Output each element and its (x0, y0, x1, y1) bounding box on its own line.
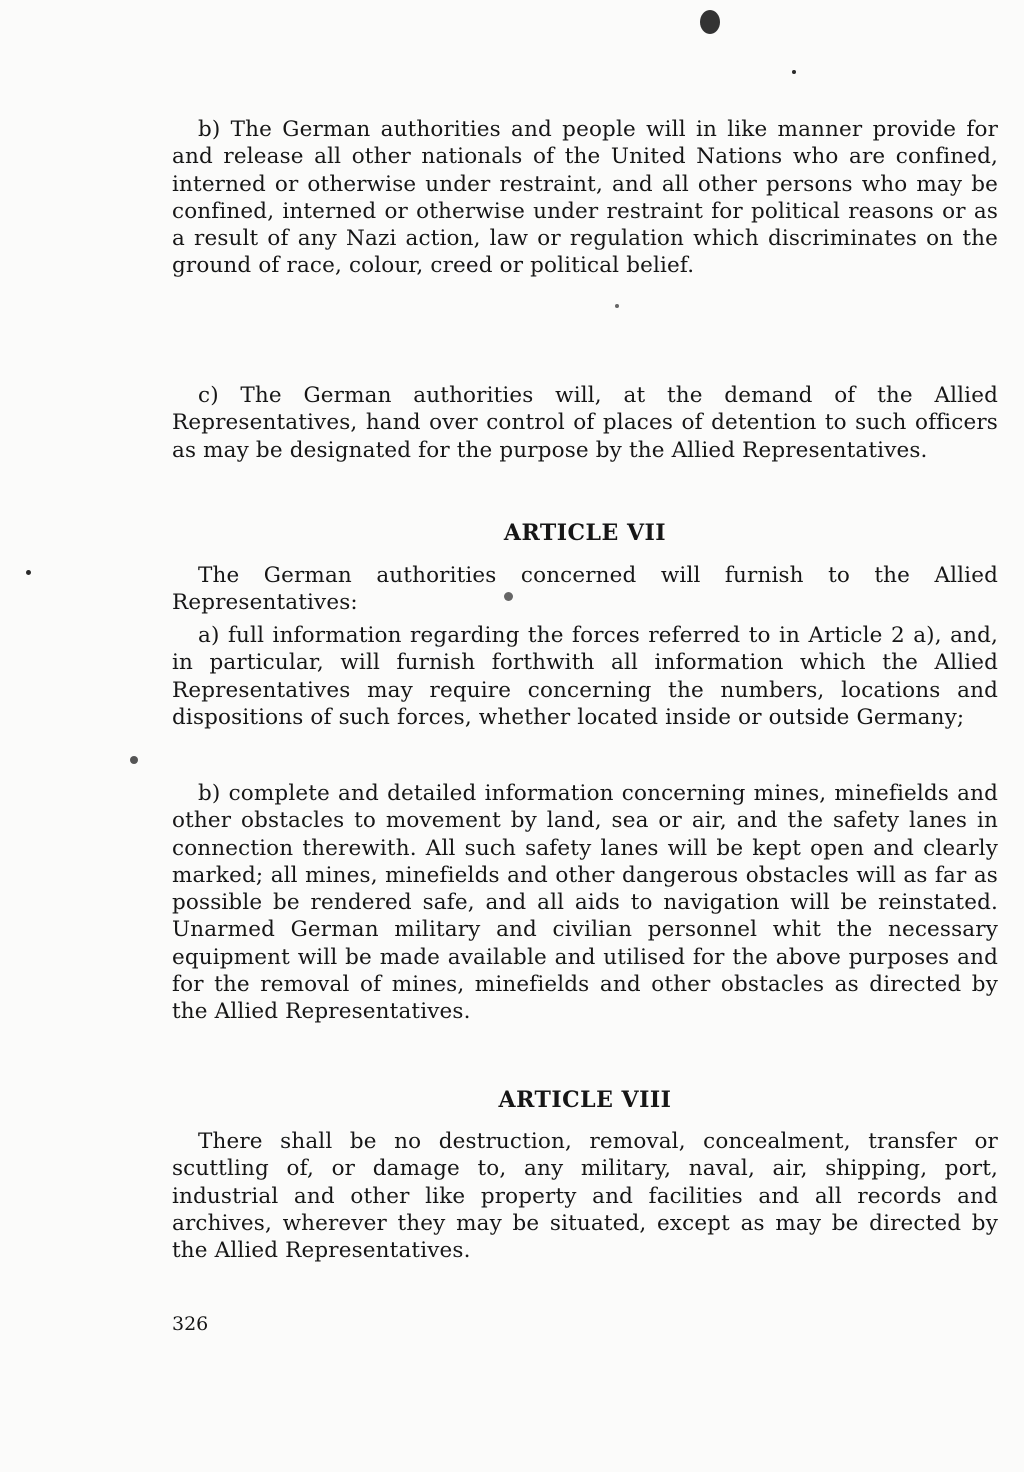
article-vii-paragraph-b: b) complete and detailed information concerning mines, minefields and other obstacles to movement by land, sea or air, and the safety lanes in connection therewith. All such safety lanes will be kept open and clearly marked; all mines, minefields and other dangerous obstacles will as far as possible be rendered safe, and all aids to navigation will be reinstated. Unarmed German military and civilian personnel whit the necessary equipment will be made available and utilised for the above purposes and for the removal of mines, minefields and other obstacles as directed by the Allied Representatives. (172, 781, 998, 1025)
article-vii-heading: ARTICLE VII (503, 520, 667, 546)
page-number: 326 (172, 1313, 209, 1335)
paragraph-c-detention-control: c) The German authorities will, at the demand of the Allied Representatives, hand over control of places of detention to such officers as may be designated for the purpose by the Allied Representatives. (172, 383, 998, 463)
paragraph-b-release-nationals: b) The German authorities and people will in like manner provide for and release all other nationals of the United Nations who are confined, interned or otherwise under restraint, and all other persons who may be confined, interned or otherwise under restraint for political reasons or as a result of any Nazi action, law or regulation which discriminates on the ground of race, colour, creed or political belief. (172, 117, 998, 279)
ink-speck (615, 304, 619, 308)
article-viii-heading: ARTICLE VIII (498, 1087, 672, 1113)
ink-blot (700, 10, 720, 34)
ink-speck (792, 70, 796, 74)
article-vii-paragraph-a: a) full information regarding the forces referred to in Article 2 a), and, in particular, will furnish forthwith all information which the Allied Representatives may require concerning the numbers, locations and dispositions of such forces, whether located inside or outside Germany; (172, 623, 998, 730)
article-viii-text: There shall be no destruction, removal, concealment, transfer or scuttling of, or damage to, any military, naval, air, shipping, port, industrial and other like property and facilities and all records and archives, wherever they may be situated, except as may be directed by the Allied Representatives. (172, 1129, 998, 1264)
ink-speck (130, 756, 138, 764)
article-vii-intro: The German authorities concerned will furnish to the Allied Representatives: (172, 563, 998, 616)
ink-speck (26, 570, 31, 575)
